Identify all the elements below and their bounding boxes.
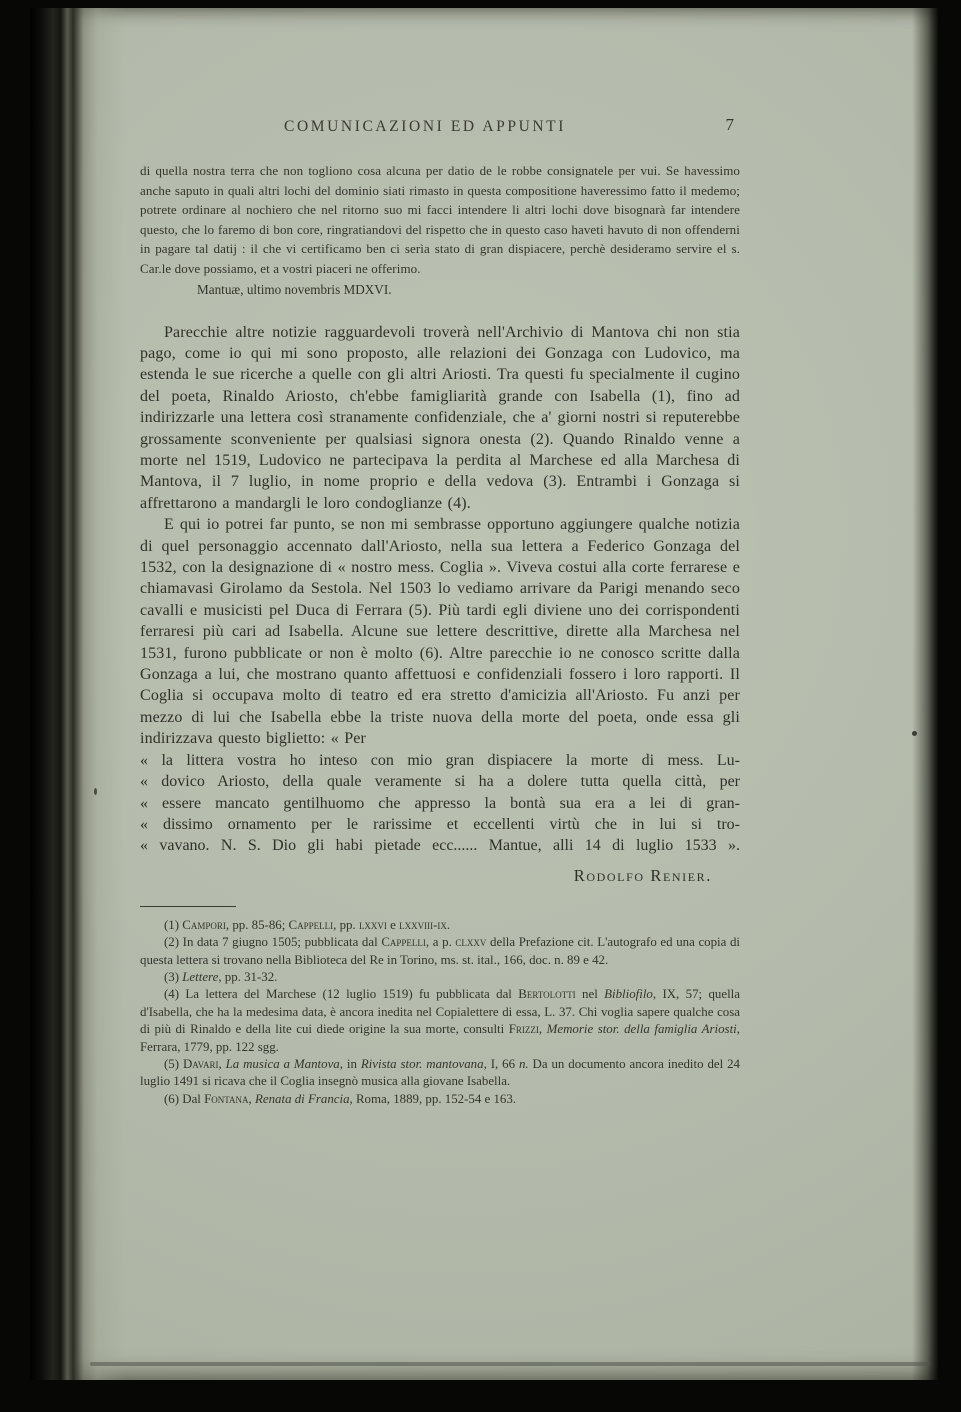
quote-line: « vavano. N. S. Dio gli habi pietade ecc...... Mantue, alli 14 di luglio 1533 ». (140, 837, 740, 855)
quote-line: « la littera vostra ho inteso con mio gran dispiacere la morte di mess. Lu- (140, 751, 740, 769)
footnote: (2) In data 7 giugno 1505; pubblicata dal Cappelli, a p. clxxv della Prefazione cit. L'autografo ed una copia di questa lettera si trovano nella Biblioteca del Re in Torino, ms. st. ital., 166, doc. n. 89 e 42. (140, 935, 741, 967)
quote-line: « dissimo ornamento per le rarissime et eccellenti virtù che in lui si tro- (140, 815, 740, 833)
article-body (140, 322, 740, 857)
page-content (140, 115, 741, 1108)
page-bottom-edge (90, 1362, 930, 1366)
letter-excerpt: di quella nostra terra che non togliono cosa alcuna per datio de le robbe consignatele per vui. Se havessimo anche saputo in quali altri lochi del dominio siati rimasto in questa compositione haveressimo fatto il medemo; potrete ordinare al nochiero che nel ritorno suo mi facci intendere li altri lochi dove bisognarà far intendere questo, che lo faremo di bon core, ringratiandovi del rispetto che in questo caso haveti havuto di non offenderni in pagare tal datij : il che vi certificamo ben ci serìa stato di gran dispiacere, perchè desideramo servire el s. Car.le dove possiamo, et a vostri piaceri ne offerimo. (140, 163, 740, 276)
page-number: 7 (725, 115, 734, 134)
quote-line: « dovico Ariosto, della quale veramente si ha a dolere tutta quella città, per (140, 773, 740, 791)
footnote: (5) Davari, La musica a Mantova, in Rivista stor. mantovana, I, 66 n. Da un documento ancora inedito del 24 luglio 1491 si ricava che il Coglia insegnò musica alla giovane Isabella. (140, 1056, 740, 1089)
paper-page (30, 8, 938, 1380)
footnote: (4) La lettera del Marchese (12 luglio 1519) fu pubblicata dal Bertolotti nel Bibliofilo, IX, 57; quella d'Isabella, che ha la medesima data, è ancora inedita nel Copialettere di essa, L. 37. Chi voglia sapere qualche cosa di più di Rinaldo e della lite cui diede origine la sua morte, consulti Frizzi, Memorie stor. della famiglia Ariosti, Ferrara, 1779, pp. 122 sgg. (140, 987, 740, 1054)
body-paragraph: E qui io potrei far punto, se non mi sembrasse opportuno aggiungere qualche notizia di quel personaggio accennato dall'Ariosto, nella sua lettera a Federico Gonzaga del 1532, con la designazione di « nostro mess. Coglia ». Viveva costui alla corte ferrarese e chiamavasi Girolamo da Sestola. Nel 1503 lo vediamo arrivare da Parigi menando seco cavalli e musicisti pel Duca di Ferrara (5). Più tardi egli diviene uno dei corrispondenti ferraresi più cari ad Isabella. Alcune sue lettere descrittive, dirette alla Marchesa nel 1531, furono pubblicate or non è molto (6). Altre parecchie io ne conosco scritte dalla Gonzaga a lui, che mostrano quanto affettuosi e confidenziali fossero i loro rapporti. Il Coglia si occupava molto di teatro ed era stretto d'amicizia all'Ariosto. Fu anzi per mezzo di lui che Isabella ebbe la triste nuova della morte del poeta, onde essa gli indirizzava questo biglietto: « Per (140, 516, 740, 748)
footnote-separator-rule (140, 906, 236, 907)
journal-section-title: COMUNICAZIONI ED APPUNTI (284, 118, 566, 135)
author-signature: Rodolfo Renier. (573, 865, 712, 885)
footnotes (140, 917, 740, 1108)
quote-line: « essere mancato gentilhuomo che appresso la bontà sua era a lei di gran- (140, 794, 740, 812)
page-header (140, 115, 740, 140)
body-paragraph: Parecchie altre notizie ragguardevoli troverà nell'Archivio di Mantova chi non stia pago, come io qui mi sono proposto, alle relazioni dei Gonzaga con Ludovico, ma estenda le sue ricerche a quelle con gli altri Ariosti. Tra questi fu specialmente il cugino del poeta, Rinaldo Ariosto, ch'ebbe famigliarità grande con Isabella (1), fino ad indirizzarle una lettera così stranamente confidenziale, che a' giorni nostri si reputerebbe grossamente sconveniente per qualsiasi signora onesta (2). Quando Rinaldo venne a morte nel 1519, Ludovico ne partecipava la perdita al Marchese ed alla Marchesa di Mantova, il 7 luglio, in nome proprio e della vedova (3). Entrambi i Gonzaga si affrettarono a mandargli le loro condoglianze (4). (140, 323, 740, 512)
letter-dateline: Mantuæ, ultimo novembris MDXVI. (197, 281, 392, 297)
footnote: (6) Dal Fontana, Renata di Francia, Roma, 1889, pp. 152-54 e 163. (164, 1091, 517, 1106)
footnote: (3) Lettere, pp. 31-32. (164, 969, 278, 984)
footnote: (1) Campori, pp. 85-86; Cappelli, pp. lxxvi e lxxviii-ix. (164, 917, 451, 932)
scan-speck (94, 788, 97, 795)
book-binding-edge (30, 8, 126, 1380)
page-right-shadow (912, 8, 938, 1380)
scan-speck (912, 731, 917, 736)
